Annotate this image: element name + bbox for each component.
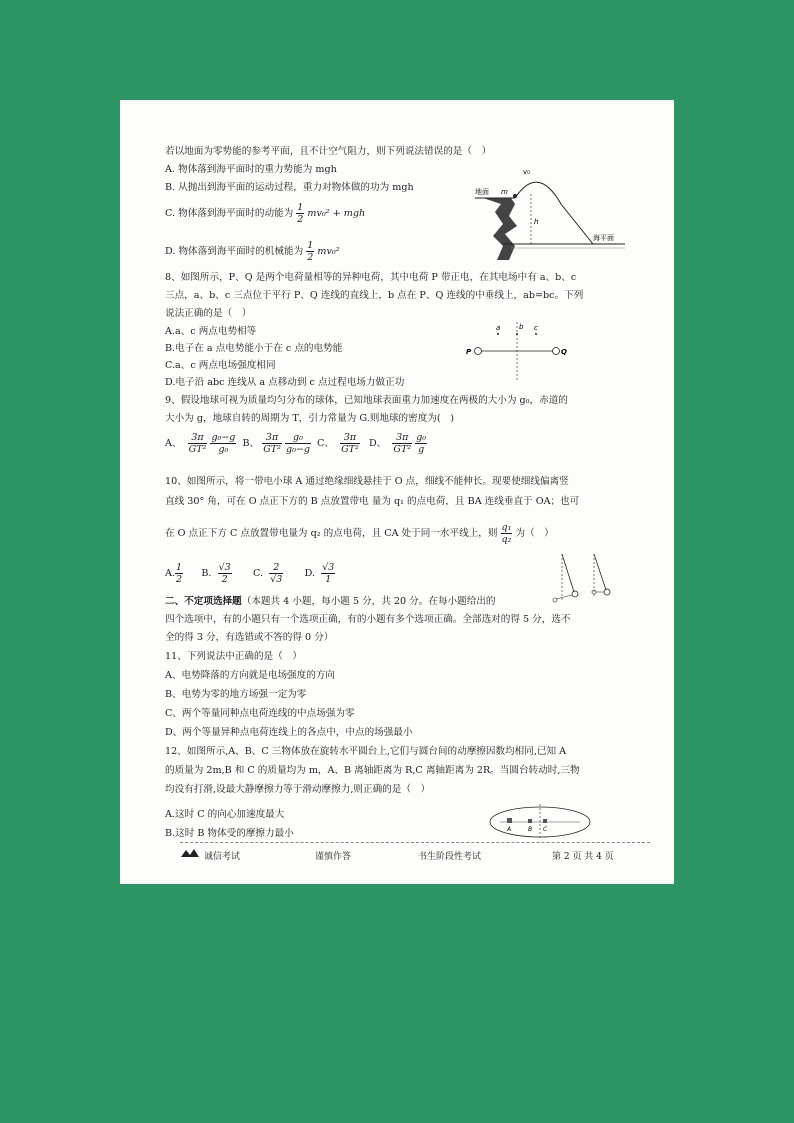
q10-stem-line3-text: 在 O 点正下方 C 点放置带电量为 q₂ 的点电荷，且 CA 处于同一水平线上，则 [165,528,498,539]
q9-option-b-label: B、 [242,438,260,449]
footer-item1: 诚信考试 [204,852,241,862]
q8-stem-line1: 8、如图所示，P、Q 是两个电荷量相等的异种电荷，其中电荷 P 带正电，在其电场中有 a、b、c [165,272,577,283]
q9-option-d-label: D、 [368,438,387,449]
q11-option-a: A、电势降落的方向就是电场强度的方向 [165,670,336,681]
fig-p-label: P [466,348,472,356]
q10-stem-line1: 10、如图所示，将一带电小球 A 通过绝缘细线悬挂于 O 点，细线不能伸长。现要使细线偏离竖 [165,476,569,487]
q10-d-frac: $\frac{√3}{1}$ [322,562,335,585]
q9-b-frac1: $\frac{3\pi}{\text{GT²}}$ [263,432,281,455]
q10-b-frac: $\frac{√3}{2}$ [218,562,231,585]
q7-option-a: A. 物体落到海平面时的重力势能为 mgh [165,164,337,175]
q9-a-frac2: $\frac{\text{g₀−g}}{\text{g₀}}$ [211,432,236,455]
fig-m-label: m [501,188,508,196]
q12-stem-line1: 12、如图所示,A、B、C 三物体放在旋转水平圆台上,它们与圆台间的动摩擦因数均相同,已知 A [165,746,567,757]
fig-a-label: A [507,826,512,833]
section2-line3: 全的得 3 分，有选错或不答的得 0 分） [165,632,334,643]
q11-stem: 11、下列说法中正确的是（ ） [165,651,302,662]
fig-h-label: h [534,218,539,226]
q7-option-c-expr: mv₀² + mgh [307,208,366,219]
fig-c-label: C [543,826,548,833]
q10-c-frac: $\frac{2}{√3}$ [270,562,283,585]
q12-turntable-figure [488,804,592,840]
q12-stem-line2: 的质量为 2m,B 和 C 的质量均为 m，A、B 离轴距离为 R,C 离轴距离为 2R。当圆台转动时,三物 [165,765,580,776]
exam-page [120,100,674,884]
fraction-half: $\frac{1}{2}$ [297,202,304,225]
q7-option-d-expr: mv₀² [317,246,340,257]
q10-stem-line2: 直线 30° 角，可在 O 点正下方的 B 点放置带电 量为 q₁ 的点电荷，且 BA 连线垂直于 OA；也可 [165,496,580,507]
fig-a-label: a [496,324,501,332]
fig-c-label: c [534,324,538,332]
q10-option-c-label: C. [253,568,264,579]
q12-option-b: B.这时 B 物体受的摩擦力最小 [165,828,294,839]
q9-stem-line2: 大小为 g，地球自转的周期为 T，引力常量为 G.则地球的密度为( ) [165,413,454,424]
section2-title: 二、不定项选择题 [165,596,242,607]
q12-option-a: A.这时 C 的向心加速度最大 [165,809,285,820]
q10-option-a-label: A. [165,568,175,579]
fraction-half: $\frac{1}{2}$ [307,240,314,263]
q11-option-d: D、两个等量异种点电荷连线上的各点中，中点的场强最小 [165,727,413,738]
fig-ground-label: 地面 [475,188,489,196]
q9-d-frac1: $\frac{3\pi}{\text{GT²}}$ [393,432,412,455]
q10-option-b-label: B. [201,568,212,579]
q9-c-frac: $\frac{3\pi}{\text{GT²}}$ [341,432,359,455]
q9-option-c-label: C、 [317,438,334,449]
fig-sea-label: 海平面 [593,234,614,242]
footer-page-number: 第 2 页 共 4 页 [552,852,614,862]
school-logo-icon [180,847,200,859]
q7-option-c [165,202,365,225]
footer-item3: 书生阶段性考试 [418,852,482,862]
section2-line2: 四个选项中，有的小题只有一个选项正确，有的小题有多个选项正确。全部选对的得 5 分，选不 [165,614,571,625]
q9-b-frac2: $\frac{\text{g₀}}{\text{g₀−g}}$ [286,432,310,455]
q8-stem-line3: 说法正确的是（ ） [165,308,252,319]
fig-v0-label: v₀ [523,168,530,176]
q10-options [165,562,335,585]
q8-option-c: C.a、c 两点电场强度相同 [165,360,276,371]
section2-line1 [165,596,496,608]
q10-stem-line3-end: 为（ ） [515,528,554,539]
q10-stem-line3 [165,522,554,545]
q9-options [165,432,427,455]
q11-option-c: C、两个等量同种点电荷连线的中点场强为零 [165,708,355,719]
q7-option-d [165,240,340,263]
q7-option-c-text: C. 物体落到海平面时的动能为 [165,208,294,219]
q8-charges-figure [460,320,590,382]
q9-stem-line1: 9、假设地球可视为质量均匀分布的球体，已知地球表面重力加速度在两极的大小为 g₀，赤道的 [165,395,568,406]
q10-ratio: $\frac{\text{q₁}}{\text{q₂}}$ [501,522,512,545]
fig-b-label: b [519,323,524,331]
q7-stem: 若以地面为零势能的参考平面，且不计空气阻力，则下列说法错误的是（ ） [165,146,492,157]
q11-option-b: B、电势为零的地方场强一定为零 [165,689,307,700]
q10-a-frac: $\frac{1}{2}$ [175,562,183,585]
fig-b-label: B [528,826,533,833]
section2-intro: （本题共 4 小题，每小题 5 分，共 20 分。在每小题给出的 [241,596,496,607]
q7-option-d-text: D. 物体落到海平面时的机械能为 [165,246,304,257]
q8-option-b: B.电子在 a 点电势能小于在 c 点的电势能 [165,343,343,354]
footer-item2: 谨慎作答 [315,852,352,862]
q12-stem-line3: 均没有打滑,设最大静摩擦力等于滑动摩擦力,则正确的是（ ） [165,784,431,795]
q7-option-b: B. 从抛出到海平面的运动过程，重力对物体做的功为 mgh [165,182,414,193]
page-footer [180,842,650,863]
fig-q-label: Q [561,348,567,356]
q8-option-a: A.a、c 两点电势相等 [165,326,257,337]
q10-pendulum-figure [550,552,630,604]
q9-option-a-label: A、 [165,438,182,449]
q9-d-frac2: $\frac{\text{g₀}}{g}$ [416,432,427,455]
q9-a-frac1: $\frac{3\pi}{\text{GT²}}$ [188,432,207,455]
q8-stem-line2: 三点，a、b、c 三点位于平行 P、Q 连线的直线上，b 点在 P、Q 连线的中垂线上，ab=bc。下列 [165,290,584,301]
q10-option-d-label: D. [304,568,316,579]
q8-option-d: D.电子沿 abc 连线从 a 点移动到 c 点过程电场力做正功 [165,377,405,388]
q7-cliff-figure [475,164,630,264]
